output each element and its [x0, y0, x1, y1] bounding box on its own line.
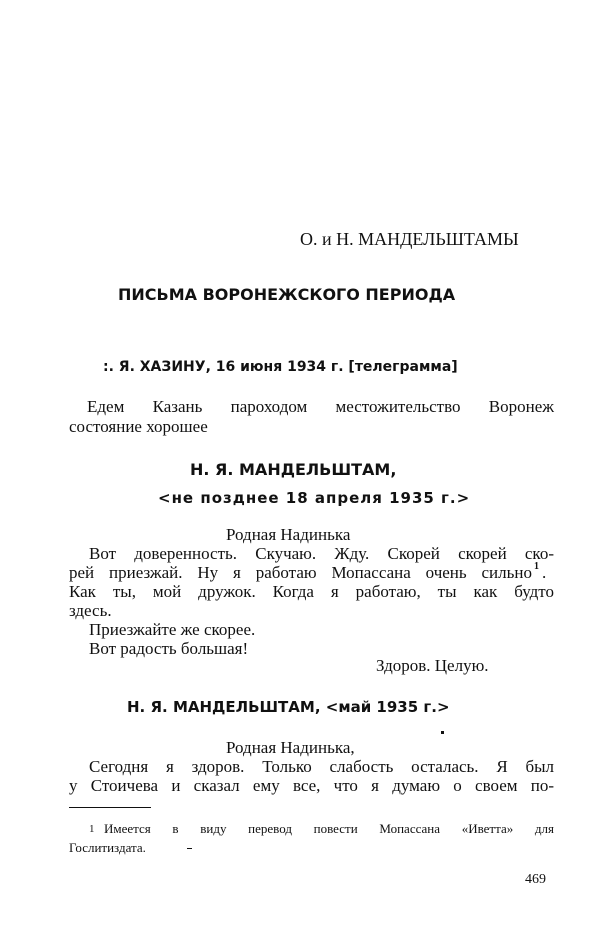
author-heading: О. и Н. МАНДЕЛЬШТАМЫ: [300, 229, 519, 249]
footnote-ref-marker: 1: [534, 561, 539, 572]
letter-3-salutation: Родная Надинька,: [226, 738, 355, 757]
footnote-line-2: Гослитиздата.: [69, 840, 146, 855]
letter-2-date: <не позднее 18 апреля 1935 г.>: [158, 489, 471, 507]
footnote-line-1: Имеется в виду перевод повести Мопассана «Иветта» для: [104, 821, 554, 836]
letter-2-closing: Здоров. Целую.: [376, 656, 489, 675]
print-speck: [187, 848, 192, 849]
letter-1-heading: :. Я. ХАЗИНУ, 16 июня 1934 г. [телеграмма]: [103, 359, 458, 375]
letter-3-line-1: Сегодня я здоров. Только слабость осталась. Я был: [89, 757, 554, 776]
section-title: ПИСЬМА ВОРОНЕЖСКОГО ПЕРИОДА: [118, 285, 456, 304]
footnote-number: 1: [89, 823, 95, 835]
letter-2-line-3: Как ты, мой дружок. Когда я работаю, ты как будто: [69, 582, 554, 601]
letter-2-line-5: Приезжайте же скорее.: [89, 620, 256, 639]
page-number: 469: [525, 872, 546, 887]
letter-3-line-2: у Стоичева и сказал ему все, что я думаю о своем по-: [69, 776, 554, 795]
letter-3-heading: Н. Я. МАНДЕЛЬШТАМ, <май 1935 г.>: [127, 698, 450, 716]
letter-1-line-2: состояние хорошее: [69, 417, 208, 436]
letter-2-line-1: Вот доверенность. Скучаю. Жду. Скорей скорей ско-: [89, 544, 554, 563]
letter-2-line-6: Вот радость большая!: [89, 639, 249, 658]
footnote-divider: [69, 807, 151, 808]
footnote-ref-period: .: [542, 563, 547, 582]
print-speck: [441, 731, 444, 734]
letter-2-line-4: здесь.: [69, 601, 112, 620]
letter-2-line-2: рей приезжай. Ну я работаю Мопассана очень сильно: [69, 563, 532, 582]
letter-2-heading: Н. Я. МАНДЕЛЬШТАМ,: [190, 460, 397, 479]
letter-2-salutation: Родная Надинька: [226, 525, 351, 544]
letter-1-line-1: Едем Казань пароходом местожительство Воронеж: [87, 397, 554, 416]
